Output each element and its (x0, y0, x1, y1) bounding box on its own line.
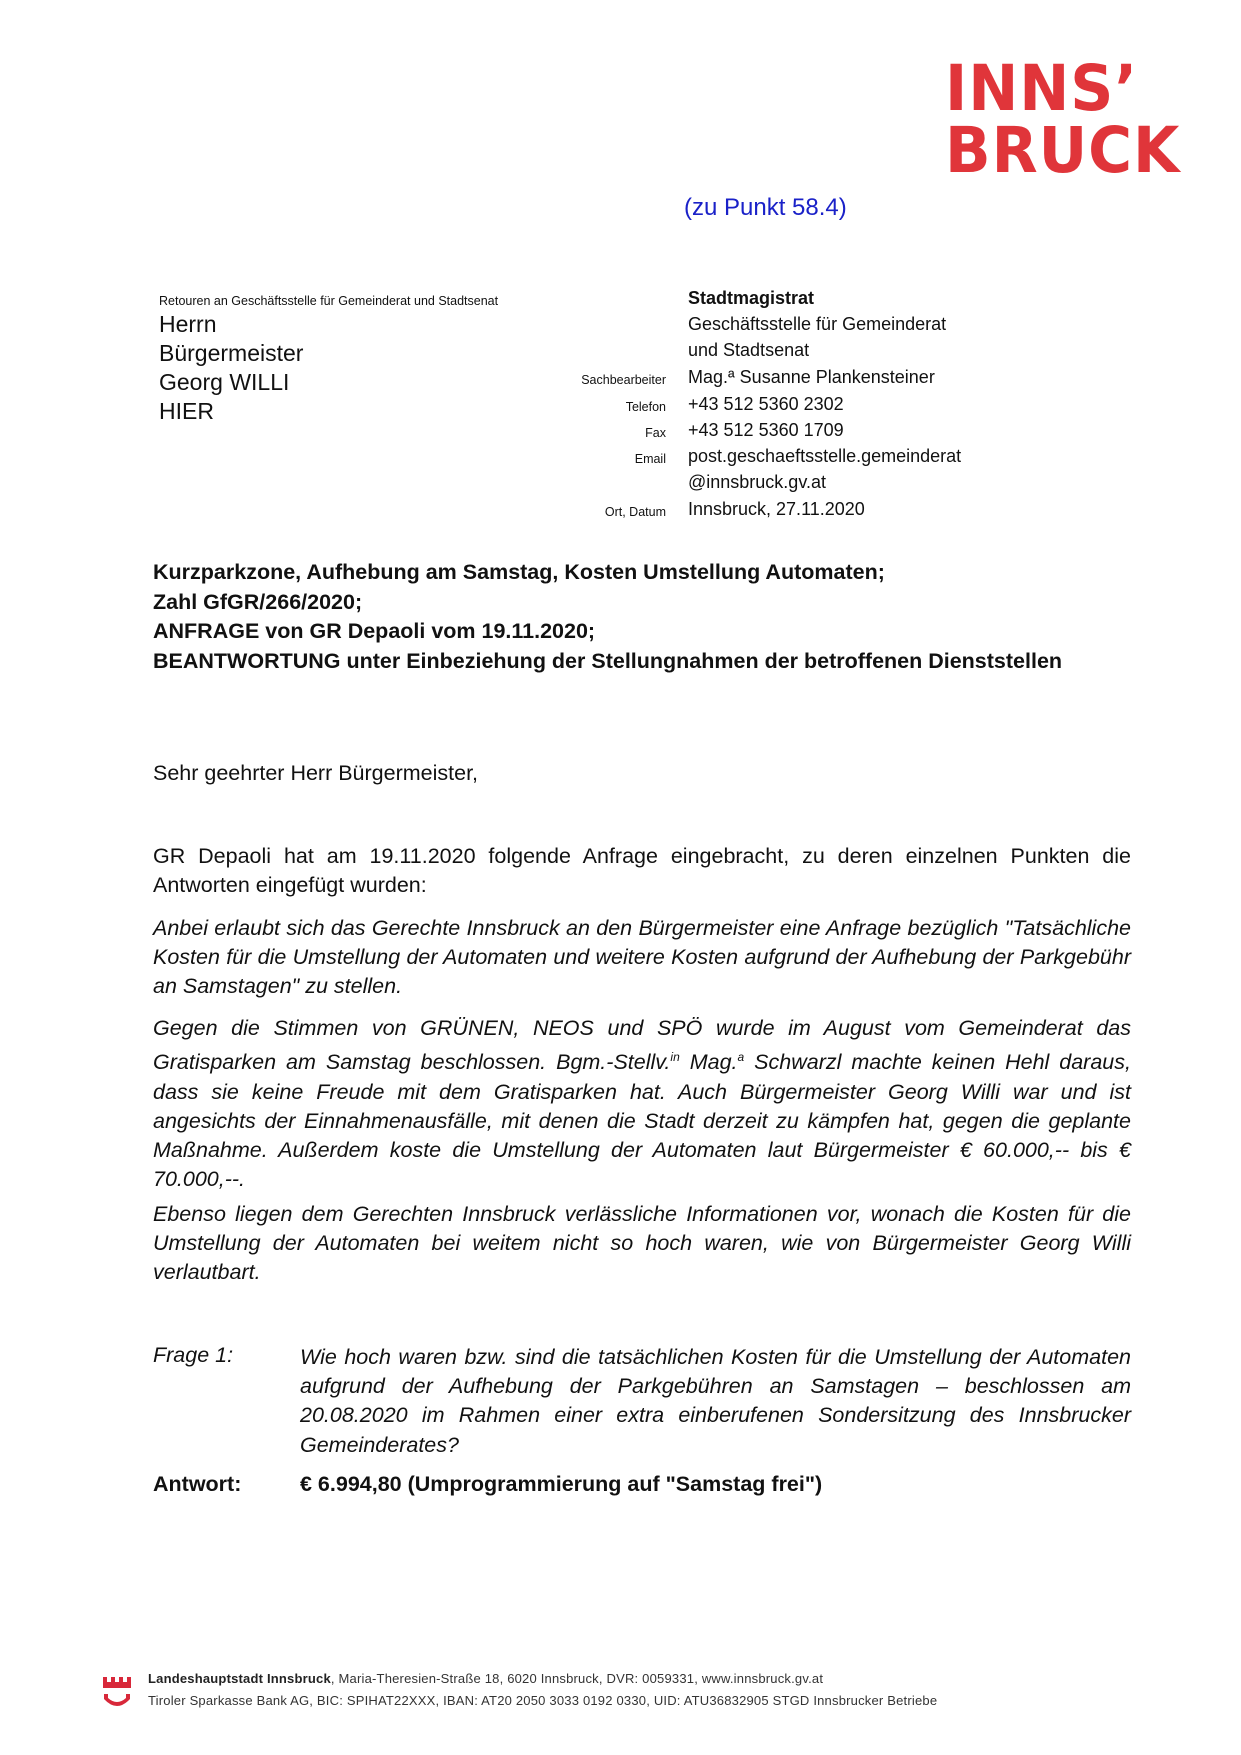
subject-line: Zahl GfGR/266/2020; (153, 589, 363, 614)
intro-paragraph: GR Depaoli hat am 19.11.2020 folgende Anfrage eingebracht, zu deren einzelnen Punkten die Antworten eingefügt wurden: (153, 844, 1131, 898)
logo-line-2: BRUCK (945, 114, 1181, 187)
answer-text: € 6.994,80 (Umprogrammierung auf "Samstag frei") (300, 1472, 823, 1496)
logo-line-1: INNS’ (945, 52, 1139, 125)
sender-department-1: Geschäftsstelle für Gemeinderat (688, 314, 947, 334)
footer-org-name: Landeshauptstadt Innsbruck (148, 1671, 331, 1686)
recipient-address (159, 310, 303, 426)
superscript: in (670, 1050, 680, 1065)
recipient-line: Herrn (159, 311, 217, 337)
answer-label: Antwort: (153, 1472, 242, 1496)
footer-address: , Maria-Theresien-Straße 18, 6020 Innsbruck, DVR: 0059331, www.innsbruck.gv.at (330, 1671, 824, 1686)
subject-line: ANFRAGE von GR Depaoli vom 19.11.2020; (153, 619, 596, 643)
quote-paragraph-1: Anbei erlaubt sich das Gerechte Innsbruck an den Bürgermeister eine Anfrage bezüglich "Tatsächliche Kosten für die Umstellung der Automaten und weitere Kosten aufgrund der Aufhebung der Parkgebühr an Samstagen" zu stellen. (153, 916, 1131, 999)
question-label: Frage 1: (153, 1343, 234, 1367)
question-text: Wie hoch waren bzw. sind die tatsächlichen Kosten für die Umstellung der Automaten aufgrund der Aufhebung der Parkgebühren an Samstagen – beschlossen am 20.08.2020 im Rahmen einer extra einberufenen Sondersitzung des Innsbrucker Gemeinderates? (300, 1345, 1131, 1457)
footer-line-1 (148, 1671, 823, 1686)
email-label: Email (634, 452, 666, 466)
subject-line: Kurzparkzone, Aufhebung am Samstag, Kosten Umstellung Automaten; (153, 560, 885, 584)
quote-text: Mag. (679, 1050, 738, 1075)
clerk-label: Sachbearbeiter (581, 373, 666, 387)
recipient-line: HIER (159, 398, 214, 424)
email-value-line-2[interactable]: @innsbruck.gv.at (688, 472, 826, 492)
city-emblem-icon (102, 1675, 132, 1711)
quote-paragraph-3: Ebenso liegen dem Gerechten Innsbruck verlässliche Informationen vor, wonach die Kosten für die Umstellung der Automaten bei weitem nicht so hoch waren, wie von Bürgermeister Georg Willi verlautbart. (153, 1202, 1131, 1285)
city-logo (945, 52, 1181, 187)
place-date-label: Ort, Datum (604, 505, 666, 519)
quote-text: Gegen die Stimmen von GRÜNEN, NEOS und SPÖ wurde im August vom Gemeinderat das Gratisparken am Samstag beschlossen. Bgm.-Stellv. (153, 1016, 1131, 1075)
quote-paragraph-2 (153, 1014, 1131, 1194)
subject-block (153, 558, 1062, 676)
sender-department-2: und Stadtsenat (688, 340, 810, 360)
fax-value: +43 512 5360 1709 (688, 420, 844, 440)
quote-text: Schwarzl machte keinen Hehl daraus, dass sie keine Freude mit dem Gratisparken hat. Auch Bürgermeister Georg Willi war und ist angesichts der Einnahmenausfälle, mit denen die Stadt derzeit zu kämpfen hat, gegen die geplante Maßnahme. Außerdem koste die Umstellung der Automaten laut Bürgermeister € 60.000,-- bis € 70.000,--. (153, 1050, 1131, 1192)
salutation: Sehr geehrter Herr Bürgermeister, (153, 761, 479, 785)
clerk-value: Mag.ª Susanne Plankensteiner (688, 367, 935, 387)
recipient-line: Georg WILLI (159, 369, 290, 395)
agenda-reference: (zu Punkt 58.4) (684, 194, 847, 221)
return-address-line: Retouren an Geschäftsstelle für Gemeinderat und Stadtsenat (159, 294, 499, 308)
fax-label: Fax (645, 426, 666, 440)
sender-office: Stadtmagistrat (688, 288, 815, 308)
recipient-line: Bürgermeister (159, 340, 304, 366)
place-date-value: Innsbruck, 27.11.2020 (688, 499, 865, 519)
email-value-line-1[interactable]: post.geschaeftsstelle.gemeinderat (688, 446, 962, 466)
phone-label: Telefon (625, 400, 666, 414)
superscript: a (737, 1050, 745, 1065)
subject-line: BEANTWORTUNG unter Einbeziehung der Stellungnahmen der betroffenen Dienststellen (153, 648, 1063, 673)
phone-value: +43 512 5360 2302 (688, 394, 844, 414)
footer-line-2: Tiroler Sparkasse Bank AG, BIC: SPIHAT22XXX, IBAN: AT20 2050 3033 0192 0330, UID: ATU36832905 STGD Innsbrucker Betriebe (148, 1693, 938, 1708)
